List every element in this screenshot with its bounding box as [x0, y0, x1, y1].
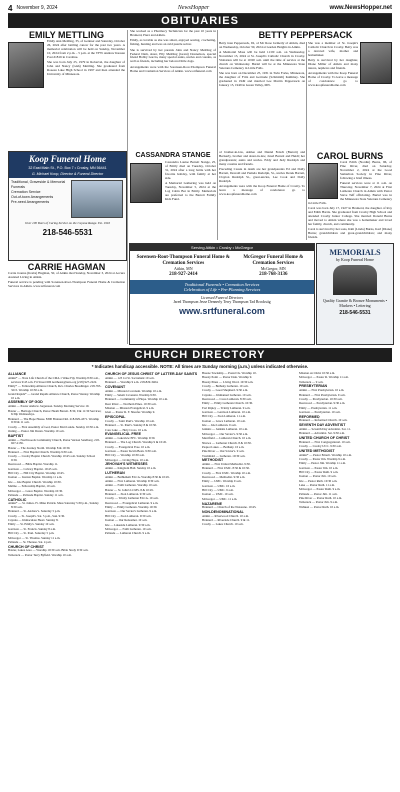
obit-photo-carol [308, 163, 338, 199]
service-item: Cremation Service [11, 190, 41, 194]
church-section-heading: UNITED CHURCH OF CHRIST [299, 436, 350, 440]
church-entry: Crosby — Bethany Lutheran. 10 a.m. [202, 384, 249, 389]
obit-carol [308, 151, 392, 239]
obit-name-emily: EMILY METTLING [28, 30, 104, 40]
church-section-heading: UNITED METHODIST [299, 448, 335, 453]
church-entry: Emily — Emily Lutheran. Worship 10:30. [105, 505, 158, 510]
church-entry: Deer River — Northern Pines. 10:30 a.m. [105, 401, 157, 406]
church-entry: McGregor — UMC. 11 a.m. [202, 496, 238, 501]
obit-text: Preceding Cassie in death are her grandparents Ed and Dolly Barrett, Dewald and Pamela Rudolph, Sr., uncles Derek Barrett, Clayton Rudolph Sr., great-uncles, Lee Cook and Dolly Rudolph. [219, 167, 305, 183]
church-entry: Ironton — UMC. 10 a.m. [202, 492, 234, 497]
church-entry: Deerwood — Presbyterian. 9:30 a.m. [299, 401, 346, 406]
ad-url: www.srtfuneral.com [179, 306, 265, 316]
church-entry: Crosby — Crosby UCC. 9:30 a.m. [299, 444, 342, 449]
church-entry: Hill City — Worship 10:30 a.m. [105, 453, 145, 458]
church-entry: Pine River — Pastor Ruth. 10 a.m. [299, 496, 343, 501]
column-rule [306, 42, 307, 240]
church-entry: Crosby — First UMC. Worship 10 a.m. [202, 470, 251, 475]
church-entry: Baxter — Heritage Church, Pastor Heath Barrett. 8:30, 9 & 11:30 Services; 6:30p Wednesdays. [8, 408, 102, 417]
church-entry: Nisswa — Lutheran Church. 8 & 10:30. [202, 440, 252, 445]
church-entry: McGregor — Pastor R. Worship 11 a.m. [299, 375, 349, 380]
church-section-heading: EVANGELICAL FREE [105, 432, 142, 437]
church-entry: McGregor — Grace Baptist. Worship 10:30. [8, 488, 63, 493]
church-entry: Pine River — Our Savior's. 9 a.m. [202, 449, 245, 454]
church-entry: McGregor — Faith Lutheran. 10 a.m. [105, 526, 152, 531]
church-entry: Garrison — Pastor Jim. 10 a.m. [299, 465, 339, 470]
church-entry: Breezy Pines — Living Word. 10:30 a.m. [202, 379, 254, 384]
church-entry: Brainerd — Community of Hope. Worship 10 a.m. [105, 397, 168, 402]
church-entry: Crosby — Trinity Lutheran ELCA. 10 a.m. [105, 496, 159, 501]
obit-text: of brother-in-law, Ashlee and Daniel Fetsch (Barrett) and Beckerly, brother and sister-in-law, Jared Barrett and Heidi; her grandparents; aunts and uncles. Eddy and Judy Rudolph and many cousins and friends. [219, 151, 305, 166]
church-directory-note: * Indicates handicap accessible. NOTE: All times are Sunday morning (a.m.) unless indicated otherwise. [91, 364, 309, 369]
church-entry: Brainerd — St. Andrew's. Saturday 5 p.m. [8, 509, 61, 514]
church-entry: Palisade — Pastor Jim. 11 a.m. [299, 491, 338, 496]
church-entry: Brainerd — St. Paul's. Sunday 8 & 10:30. [105, 423, 157, 428]
obit-text: Carrie Joanna (Krebs) Hagman, 50, of Aitkin died Sunday, November 3, 2024 at Accura Assisted Living in Aitkin. [8, 271, 125, 279]
church-entry: Emily — UMC. Worship 9 a.m. [202, 479, 242, 484]
ad-directors-label: Licensed Funeral Directors [200, 296, 244, 300]
ad-note: Over 100 Years of Caring Service on the Cuyuna Range. Est. 1916 [25, 221, 110, 225]
church-entry: Cass Lake — Holy Cross. 10 a.m. [105, 427, 148, 432]
obit-text: Carol was born July 17, 1927 in Brainerd, the daughter of Roy and Edith Harris. She graduated from Crosby High School and attended Crosby Junior College. She married Donald Burns and moved to Aitkin where she was a homemaker and loved her family, church, and community. [308, 205, 392, 226]
obit-name-betty: BETTY PEPPERSACK [258, 30, 353, 40]
church-entry: Mission on Christ 10:30 a.m. [299, 372, 336, 375]
obit-text: Funeral service is pending with Sorensen-Root-Thompson Funeral Home & Cremation Services in Aitkin. www.srtfuneral.com [8, 280, 125, 289]
church-entry: Aitkin — First Lutheran. Worship 9:30 a.m. [105, 479, 160, 484]
service-item: Pre-need Arrangements [11, 200, 50, 204]
church-section-heading: CHURCH OF JESUS CHRIST OF LATTER-DAY SAINTS [105, 372, 198, 376]
obit-text: Arrangements were with the Sorensen-Root-Thompson Funeral Home and Cremation Services of Aitkin. www.srtfuneral.com [130, 64, 216, 73]
church-entry: Palisade — Lutheran Church. 9 a.m. [105, 531, 151, 536]
ad-address: 32 East Main St., P.O. Box 7 • Crosby, MN 56441 [9, 166, 126, 172]
column-rule [127, 30, 128, 344]
obit-betty [219, 42, 305, 148]
church-entry: Isle — Isle Baptist Church. Worship 10:30. [8, 479, 62, 484]
church-entry: Brainerd — Riverside Church. 9 & 11. [202, 518, 251, 523]
church-entry: Mission — Mission Evangelical. 9 a.m. [105, 405, 155, 410]
ad-staff [130, 294, 314, 306]
service-item: Traditional, Graveside & Memorial Funerals [11, 180, 66, 189]
church-entry: Garrison — Presbyterian. 10 a.m. [299, 409, 341, 414]
column-rule [217, 30, 218, 240]
church-entry: Hill City — Zion Lutheran. 9:30 a.m. [105, 513, 152, 518]
church-entry: Malmo — Fellowship Baptist, 10 a.m. [8, 484, 56, 489]
ad-tagline: Celebration of Life • Pre-Planning Services [183, 287, 261, 292]
church-entry: Aitkin — Seventh Day Adventist. Sat. 11. [299, 426, 351, 431]
obituaries-banner: OBITUARIES [8, 14, 392, 28]
church-column-4 [299, 372, 393, 788]
church-entry: Crosby — First Assembly of God, Pastor Matt Lunde. Sunday 10:30 a.m. [8, 424, 100, 429]
obit-text: Carol Edith (Nordin) Burns, 96, of Pine River, died on Saturday, November 2, 2024 at the Good Samaritan Society in Pine River, following a brief illness. [340, 160, 392, 180]
church-entry: Breeze Township — Postal Ck. Worship 10. [202, 372, 257, 375]
obit-photo-emily [8, 42, 44, 88]
church-section-heading: COVENANT [105, 384, 126, 389]
ad-phone: 218-546-5531 [42, 228, 93, 237]
ad-location-mcgregor [235, 254, 312, 277]
church-entry: Crosby — Pastor Jim. Worship 9 a.m. [299, 456, 346, 461]
church-entry: Fort Ripley — Trinity Lutheran. 9 a.m. [202, 405, 251, 410]
church-entry: Aitkin — Lakeview EFC. Worship 9:30. [105, 436, 156, 440]
church-entry: Tamarack — Pastor Jim. 9 a.m. [299, 500, 338, 505]
obit-betty-continued [308, 42, 392, 148]
church-section-heading: CATHOLIC [8, 497, 27, 502]
church-entry: Isle — Isle Lutheran. 9 a.m. [202, 423, 237, 428]
church-entry: Isle — Pastor Ruth. 10:30 a.m. [299, 478, 338, 483]
church-entry: Brainerd — Adventist. Sat. 9:30 a.m. [299, 431, 345, 436]
church-entry: Tamarack — Pastor Terry Byfield. Worship 10 a.m. [8, 552, 72, 557]
church-entry: Emily — Pastor Jim. Worship 11 a.m. [299, 461, 346, 466]
church-entry: Jenkins — Jenkins Lutheran. 10 a.m. [202, 427, 248, 432]
church-section-heading: SEVENTH DAY ADVENTIST [299, 423, 346, 428]
church-entry: Wahkon — Pastor Ruth. 10 a.m. [299, 504, 340, 509]
ad-location-phone: 218-768-3136 [259, 272, 288, 277]
ad-title: MEMORIALS [329, 248, 381, 257]
obit-text: Betty is survived by her daughter, Diane Miller of Aitkin and many nieces, nephews and friends. [308, 58, 358, 70]
church-entry: Hill City — UMC. 9 a.m. [202, 488, 234, 493]
church-entry: Brainerd — Worship 9 a.m. 218-829-3404. [105, 380, 159, 385]
church-entry: Aitkin — First Presbyterian. 10 a.m. [299, 388, 345, 393]
memorials-ad [316, 243, 394, 345]
church-entry: Aitkin — 123 1st St. Sacrament 10 a.m. [105, 375, 155, 380]
church-entry: Lake — Pastor Ruth. 11 a.m. [299, 483, 335, 487]
church-entry: Aitkin* — Nara Life Church of the CMA 1 Wake Fiji, Worship 8:30 a.m., services 9:45 a.m. Fri Street 606 northeast@nara.org (218) 927-2222. [8, 375, 100, 384]
obit-photo-cassandra [130, 163, 162, 203]
church-entry: Aitkin — Faith Lutheran. Worship 10 a.m. [105, 483, 158, 488]
obit-photo-betty [360, 42, 392, 84]
church-entry: Garrison — St. Francis. Sunday 8 a.m. [8, 526, 56, 531]
ad-location-phone: 218-927-2414 [169, 272, 198, 277]
church-entry: Tamarack — 9 a.m. [299, 379, 324, 384]
church-entry: Garrison — Calvary Baptist. 10:45 a.m. [8, 466, 58, 471]
obit-carrie [8, 262, 125, 344]
church-entry: Cuyuna — Immaculate Heart. Sunday 8. [8, 518, 59, 523]
obit-text: Arrangements with the Koop Funeral Home of Crosby. To leave a message of condolence go to www.koopfuneralhome.com [308, 71, 358, 88]
obit-text: Funeral services were at 11 a.m. on Thursday, November 7, 2024 at First Lutheran Church in Aitkin with Pastor Steve Teff officiating. Burial was in the Minnesota State Veterans Cemetery in Little Falls. [308, 181, 392, 205]
church-entry: Ironton — Pastor Jim. 10 a.m. [299, 474, 337, 479]
church-section-heading: BAPTIST [8, 433, 24, 438]
paper-url: www.NewsHopper.net [329, 5, 392, 11]
church-entry: Trommald — Lutheran. 10:30 a.m. [202, 453, 246, 458]
church-entry: Crosby — Good Shepherd. 9:30 a.m. [202, 388, 249, 393]
church-entry: Hill City — Hill City Baptist. Worship 10:45. [8, 471, 65, 476]
church-entry: Aitkin — Pastor Andrew Jorgenson. Sunday Morning Service 10. [8, 404, 90, 409]
church-column-1 [8, 372, 102, 788]
church-column-3 [202, 372, 296, 788]
ad-location-city: Aitkin, MN [173, 266, 193, 271]
ad-location-city: McGregor, MN [260, 266, 286, 271]
church-entry: Garrison — UMC. 10 a.m. [202, 483, 236, 488]
church-entry: Aitkin — First United Methodist. 9:30. [202, 462, 251, 467]
ad-lines: Quality Granite & Bronze Monuments • Markers • Lettering [322, 298, 388, 308]
obit-cassandra [130, 151, 216, 239]
church-entry: Deerwood — Cross Lutheran. 8:30 a.m. [202, 397, 252, 402]
church-entry: Aitkin — Northwoods Community Church, Pastor Vernon Sandberg. 218-927-2136. [8, 437, 100, 446]
church-entry: Garrison — Garrison Lutheran. 10 a.m. [202, 410, 251, 415]
ad-body [9, 178, 126, 220]
srt-funeral-ad [129, 243, 315, 345]
church-directory-banner: CHURCH DIRECTORY [8, 348, 392, 362]
church-entry: Hill City — Pastor Ruth. 9 a.m. [299, 469, 339, 474]
obit-emily [8, 30, 125, 150]
church-entry: Ironton — Our Redeemer. 10 a.m. [105, 518, 148, 523]
church-section-heading: ASSEMBLY OF GOD [8, 400, 43, 405]
church-entry: McGregor — Our Savior's. 9:30 a.m. [202, 431, 249, 436]
ad-title: Koop Funeral Home [9, 152, 126, 166]
church-entry: Crosby — Saint Paul's. Worship 10 a.m. [105, 418, 155, 423]
obit-name-carol: CAROL BURNS [316, 151, 384, 161]
church-entry: Aitkin* — St. James. Fr. Mike Patrick. Mass Saturday 5:30 p.m., Sunday 8:30 a.m. [8, 501, 99, 510]
church-section-heading: REFORMED [299, 414, 320, 419]
church-entry: Brainerd — The Log Church. Worship 9 & 10:45. [105, 440, 167, 445]
ad-director: G. Michael Koop, Director & Funeral Director [9, 172, 126, 178]
masthead-left [8, 4, 58, 13]
ad-phone: 218-546-5531 [339, 310, 371, 316]
issue-date: November 9, 2024 [16, 5, 58, 11]
church-entry: Aitkin — Bethlehem ELCA. Worship 8:30 & 10:45. [105, 474, 170, 479]
ad-tagline: Traditional Funerals • Cremation Services [184, 282, 260, 287]
obit-name-cassandra: CASSANDRA STANGE [135, 152, 211, 159]
church-entry: Emily — Salem Covenant. Worship 9:30. [105, 392, 157, 397]
ad-location-name: McGregor Funeral Home & Cremation Services [243, 255, 304, 266]
church-section-heading: LUTHERAN [105, 470, 125, 475]
church-section-heading: CHURCH OF CHRIST [8, 544, 44, 549]
obit-text: Arrangements were with the Koop Funeral Home of Crosby. To leave a message of condolence go to www.koopfuneralhome.com [219, 184, 305, 197]
church-entry: Garrison — Our Savior's Lutheran. 9 a.m. [105, 509, 158, 514]
church-entry: McGregor — St. Thomas. Sunday 11 a.m. [8, 535, 61, 540]
obit-text: Betty Jean Peppersack, 92, of Mc Rose formerly of Aitkin, died on Wednesday, October 30, 2024 at Garden Heights in Aitkin. [219, 42, 305, 49]
church-entry: Garrison — Pastor Kevin Bean. 9:30 a.m. [105, 449, 157, 454]
ad-header: Serving Aitkin • Crosby • McGregor [130, 244, 314, 251]
church-entry: Aitkin — Kingdom Hall. Sunday 10 a.m. [105, 466, 157, 471]
ad-tagline-strip [130, 280, 314, 294]
church-entry: Brainerd — Reformed Church. 10 a.m. [299, 418, 348, 423]
church-entry: Emily* — Fellowship Alliance Church, Rev. Charles Beoshinger. 218-763-3215. Worship 10:30 a.m. [8, 383, 102, 392]
ad-location-aitkin [132, 254, 235, 277]
church-entry: Crosby — Presbyterian. 10:30 a.m. [299, 396, 343, 401]
church-entry: Brainerd — Church of the Nazarene. 10:45. [202, 505, 257, 510]
building-photo [71, 180, 123, 218]
church-entry: Deerwood — Evangelical Lutheran. 9 a.m. [105, 500, 159, 505]
church-entry: Hill City — St. Paul. Saturday 5 p.m. [8, 531, 55, 536]
church-entry: Brainerd — First UMC. 8:30 & 10:30. [202, 466, 250, 471]
obit-cassandra-continued [219, 151, 305, 239]
church-entry: Brainerd — First Congregational. 10 a.m. [299, 439, 351, 444]
church-entry: Palisade — Palisade Baptist. Sunday 11 a.m. [8, 492, 64, 497]
church-entry: Ironton — Ironton Baptist. Worship 11 a.m. [8, 475, 63, 480]
church-entry: Cuyuna — Immanuel Lutheran. 10 a.m. [202, 392, 252, 397]
church-entry: Brainerd — The Hope House. 8300 Brainerd Rd. 218-829-4371. Worship 9:30 & 11 a.m. [8, 416, 100, 425]
church-section-heading: NAZARENE [202, 501, 222, 506]
church-section-heading: NON-DENOMINATIONAL [202, 510, 244, 515]
church-section-heading: METHODIST [202, 458, 224, 463]
obit-continuation [130, 30, 216, 150]
church-section-heading: ALLIANCE [8, 372, 27, 376]
church-entry: Aitkin* — Pastor Emerit. Worship 10 a.m. [299, 452, 352, 457]
church-entry: Isle — Lakeside Lutheran. 9:30 a.m. [105, 522, 151, 527]
church-entry: Pequot Lakes — Bethany. 10 a.m. [202, 444, 245, 449]
church-entry: Emily — Presbyterian. 11 a.m. [299, 405, 338, 410]
ad-subtitle: by Koop Funeral Home [336, 257, 374, 262]
church-entry: Hill City — Zion Lutheran. 11 a.m. [202, 414, 246, 419]
church-column-2 [105, 372, 199, 788]
church-entry: Aitkin — Riverwood Church. 10 a.m. [202, 513, 249, 518]
church-entry: Emily — Emily Lutheran Church. 10:30. [202, 401, 253, 406]
obit-text: A Memorial Mass will be held 11:00 a.m. on Wednesday, November 13, 2024 at St. Joseph's Catholic Church in Crosby. Visitation will be at 10:00 a.m. until the time of service at the church on Wednesday. Burial will be at the Minnesota State Veterans Cemetery in Little Falls. [219, 50, 305, 70]
church-entry: Brainerd — First Presbyterian. 9 a.m. [299, 392, 346, 397]
paper-logo: NewsHopper [177, 5, 210, 11]
church-entry: Crosby — Crosby Baptist Church. Worship 10:45 a.m. Sunday School 9:30. [8, 454, 96, 463]
ad-locations [130, 251, 314, 280]
obit-text: She was born on December 25, 1931 in Twin Forks, Minnesota, the daughter of Fritz and Gertrude (Schmiddt) Kuhlmey. She graduated in 1949 and married Lee Martin Peppersack on January 15, 1949 in Green Valley, MN. [219, 71, 305, 88]
church-entry: Crosby — Lakes Church. 10 a.m. [202, 522, 244, 527]
obit-text: She was a member of St. Joseph's Catholic Church in Crosby. Betty was a devoted wife, mother and homemaker. [308, 42, 358, 57]
church-entry: Glen — Pastor R. F. Sheafer. Worship 9. [105, 410, 156, 415]
ad-staff-names: Jared Thompson Jesse Dennerly Terry Thompson Tad Brockstig [173, 300, 271, 304]
church-entry: Outing — Pastor Jim Duran. Worship 10 a.m. [8, 429, 65, 434]
church-entry: Crosby — St. Joseph's. Sat. 5 p.m., Sun. 9:30. [8, 513, 65, 518]
church-section-heading: JEHOVAH'S WITNESSES [105, 462, 148, 467]
church-entry: Grand Rapids* — Grand Rapids Alliance Church, Pastor Wesley. Worship 10 a.m. [8, 391, 101, 400]
church-entry: Breezy Point — Pastor Dale. Worship 9. [202, 375, 253, 380]
obit-text: She was born July 25, 1979 in Roberval, the daughter of John and Nancy (Gish) Mettling. She graduated from Roseau Lake High School in 1997 and then attended the University of Minnesota. [47, 60, 125, 76]
obit-text: Emily Ann Mettling, 35, of Gentner and Saturday, October 26, 2024 after battling cancer for the past two years. A memorial celebration will be held on Sunday, November 10, 2024 from 2 p.m. - 5 p.m. at the VFW Andrew Kussan Post #1816 in Caroline. [47, 39, 125, 59]
church-entry: Deerwood — Methodist. 9:30 a.m. [202, 475, 246, 480]
church-entry: McGregor — Living Hope. 10 a.m. [105, 457, 149, 462]
obit-text: A Memorial Gathering was held on Tuesday, November 5, 2024 at the Log Cabin Bar in Emily. Memorials are preferred to the Barrett Family Kids Fund. [165, 181, 216, 201]
headstone-image [333, 265, 377, 295]
church-entry: Palisade — St. Therese. Sat. 4 p.m. [8, 539, 52, 544]
church-entry: Emily — St. Emily's. Sunday 10 a.m. [8, 522, 55, 527]
church-entry: Baxter, Lakes Area — Worship 10:30 a.m. Bible Study 9:30 a.m. [8, 548, 89, 553]
church-section-heading: EPISCOPAL [105, 415, 126, 420]
obit-name-carrie: CARRIE HAGMAN [27, 262, 106, 272]
church-entry: Baxter — The Journey North. Worship 8 & 10:30. [8, 445, 71, 450]
obit-text: Cassandra Louise Barrett Stange, 25, of Emily died on Tuesday, October 31, 2024 after a long battle with her favorite holiday, with family at her side. [165, 160, 216, 180]
obit-text: Emily, as lovable as she was smart, enjoyed sewing, crocheting, fishing, hunting and was an avid puzzle solver. [130, 38, 216, 47]
service-list [11, 180, 71, 218]
masthead [8, 3, 392, 14]
church-entry: Merrifield — Lutheran Church. 10 a.m. [202, 436, 252, 441]
obit-text: She worked as a Pharmacy Technician for the past 10 years in Brainerd, Pierz and Aitkin. [130, 30, 216, 37]
church-entry: Brainerd — Zion Lutheran. 9:30 a.m. [105, 492, 152, 497]
church-entry: Crosby — Evangelical Free. 10 a.m. [105, 444, 151, 449]
obit-text: She is survived by her parents John and Nancy Mettling of Federal Dam, sister, Elly Mettling (Grant) Donnelson, special friend Bobby Garcia, many special aunts, uncles and cousins, as well as friends, including her beloved little dogs. [130, 47, 216, 64]
page-number: 4 [8, 3, 13, 13]
ad-location-name: Sorensen-Root-Thompson Funeral Home & Cremation Services [136, 255, 230, 266]
church-entry: Aitkin — Mission Covenant. Worship 10 a.m. [105, 388, 163, 393]
obit-text: Carol is survived by her sons, Kim (Linda) Burns, Karl (Diane) Burns; grandchildren and great-grandchildren; and many friends. [308, 227, 392, 239]
church-section-heading: PRESBYTERIAN [299, 384, 328, 389]
church-entry: McGregor — Pastor Ruth. 9 a.m. [299, 487, 341, 492]
church-entry: Baxter — St. John's LCMS. 8 & 10:45. [105, 487, 154, 492]
koop-funeral-home-ad [8, 151, 127, 261]
church-entry: Deerwood — Bible Baptist. Worship 11. [8, 462, 59, 467]
service-item: Out-of-town Arrangements [11, 195, 54, 199]
church-entry: Ironton — Grace Lutheran. 10 a.m. [202, 418, 246, 423]
church-entry: Brainerd — First Baptist Church. Worship 9:30 a.m. [8, 450, 73, 454]
